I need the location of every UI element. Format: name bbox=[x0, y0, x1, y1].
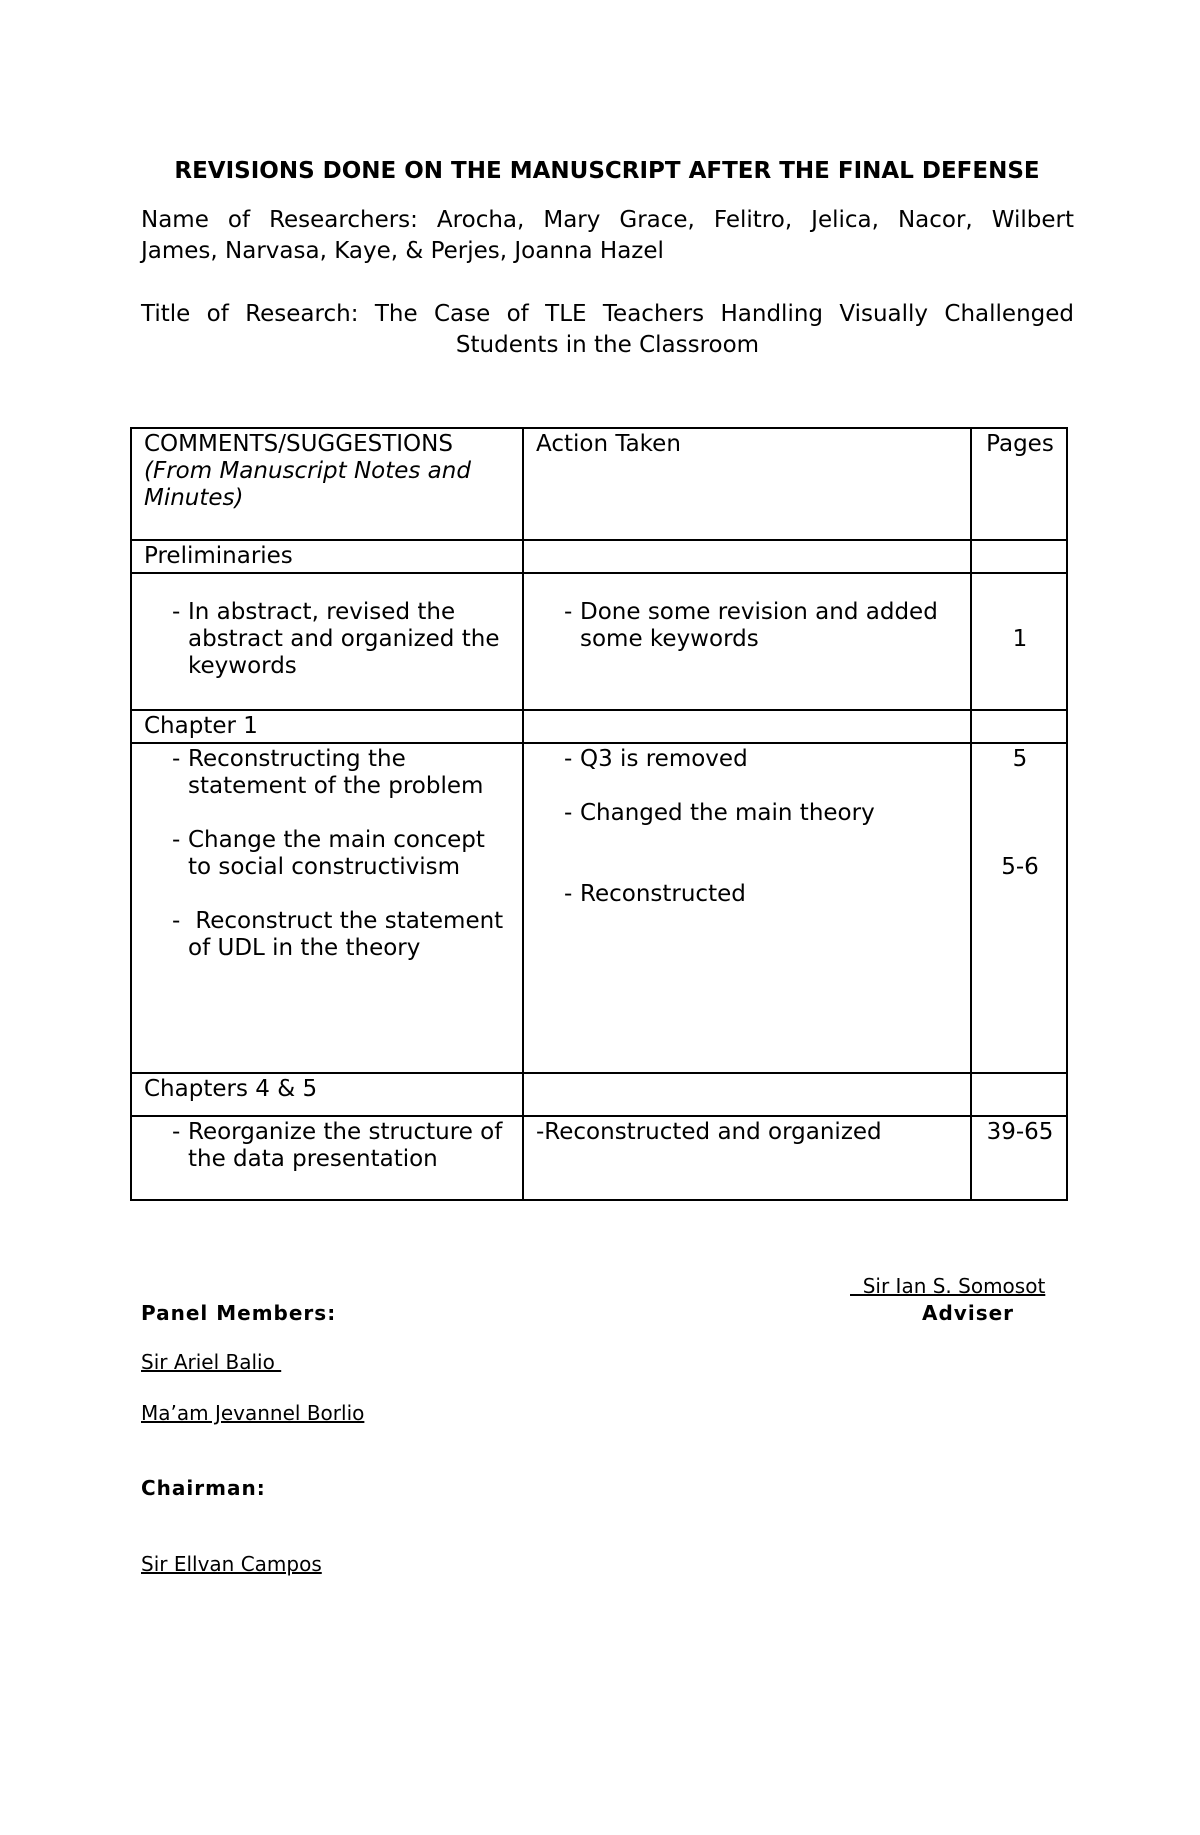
revisions-table bbox=[130, 427, 1068, 1201]
list-item: - Q3 is removed bbox=[564, 746, 748, 772]
adviser-name: Sir Ian S. Somosot bbox=[850, 1274, 1046, 1298]
header-comments bbox=[131, 428, 523, 540]
header-comments-label: COMMENTS/SUGGESTIONS bbox=[144, 431, 453, 457]
section-label: Chapter 1 bbox=[131, 710, 523, 743]
header-comments-source: (From Manuscript Notes and Minutes) bbox=[144, 458, 471, 511]
section-label: Preliminaries bbox=[131, 540, 523, 573]
header-pages: Pages bbox=[971, 428, 1067, 540]
research-title-line-2: Students in the Classroom bbox=[455, 332, 760, 358]
section-label: Chapters 4 & 5 bbox=[131, 1073, 523, 1116]
action-text: -Reconstructed and organized bbox=[523, 1116, 971, 1200]
chairman-name: Sir Ellvan Campos bbox=[141, 1552, 322, 1576]
page-ref: 5 bbox=[1012, 746, 1028, 772]
page-ref: 39-65 bbox=[971, 1116, 1067, 1200]
list-item: - Reconstruct the statement of UDL in the theory bbox=[172, 908, 511, 961]
section-row-chapters-4-5 bbox=[131, 1073, 1067, 1116]
page-ref: 1 bbox=[971, 573, 1067, 710]
panel-member-name: Sir Ariel Balio bbox=[141, 1350, 282, 1374]
panel-member-name: Ma’am Jevannel Borlio bbox=[141, 1401, 365, 1425]
table-row bbox=[131, 743, 1067, 1073]
researchers-line-2: James, Narvasa, Kaye, & Perjes, Joanna Hazel bbox=[141, 238, 664, 264]
research-title-line-1: Title of Research: The Case of TLE Teachers Handling Visually Challenged bbox=[141, 301, 1074, 327]
list-item: - Reconstructed bbox=[564, 881, 746, 907]
page-ref: 5-6 bbox=[1001, 854, 1039, 880]
section-row-chapter-1 bbox=[131, 710, 1067, 743]
adviser-label: Adviser bbox=[922, 1301, 1015, 1325]
list-item: - Reorganize the structure of the data presentation bbox=[172, 1119, 503, 1172]
table-row bbox=[131, 573, 1067, 710]
list-item: - Change the main concept to social constructivism bbox=[172, 827, 485, 880]
table-row bbox=[131, 1116, 1067, 1200]
researchers-line-1: Name of Researchers: Arocha, Mary Grace, Felitro, Jelica, Nacor, Wilbert bbox=[141, 207, 1074, 233]
document-title: REVISIONS DONE ON THE MANUSCRIPT AFTER THE FINAL DEFENSE bbox=[174, 158, 1040, 184]
list-item: - In abstract, revised the abstract and organized the keywords bbox=[172, 599, 500, 679]
list-item: - Done some revision and added some keywords bbox=[564, 599, 938, 652]
header-action-taken: Action Taken bbox=[523, 428, 971, 540]
table-header-row bbox=[131, 428, 1067, 540]
section-row-preliminaries bbox=[131, 540, 1067, 573]
panel-members-label: Panel Members: bbox=[141, 1301, 337, 1325]
chairman-label: Chairman: bbox=[141, 1476, 266, 1500]
list-item: - Changed the main theory bbox=[564, 800, 875, 826]
list-item: - Reconstructing the statement of the problem bbox=[172, 746, 484, 799]
